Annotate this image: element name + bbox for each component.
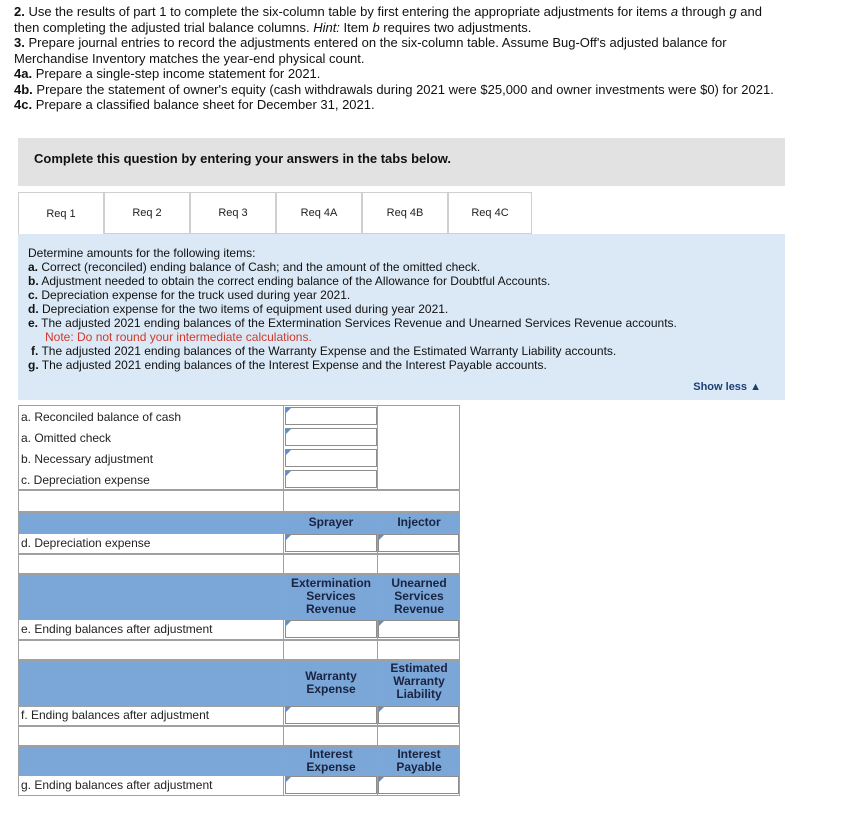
instruction-text: Merchandise Inventory matches the year-end physical count. xyxy=(14,50,365,66)
triangle-up-icon: ▲ xyxy=(750,381,761,393)
instruction-text: Prepare the statement of owner's equity (cash withdrawals during 2021 were $25,000 and owner investments were $0) for 2021. xyxy=(32,81,774,97)
item-text: Correct (reconciled) ending balance of Cash; and the amount of the omitted check. xyxy=(38,260,481,274)
injector-header: Injector xyxy=(397,515,441,529)
tab-label: Req 1 xyxy=(46,208,76,220)
banner-text: Complete this question by entering your answers in the tabs below. xyxy=(34,151,452,166)
spacer-row xyxy=(18,490,460,512)
tab-req-3[interactable] xyxy=(190,192,276,234)
instruction-text: Item xyxy=(339,19,373,35)
tab-req-2[interactable] xyxy=(104,192,190,234)
instructions-banner xyxy=(18,138,785,186)
extermination-revenue-header: Extermination Services Revenue xyxy=(290,576,371,616)
item-key: a. xyxy=(28,260,39,274)
spacer-row xyxy=(18,640,460,660)
truck-depreciation-label: c. Depreciation expense xyxy=(21,473,150,487)
tab-label: Req 4B xyxy=(386,207,424,219)
necessary-adjustment-label: b. Necessary adjustment xyxy=(21,452,154,466)
info-item-a xyxy=(28,260,480,274)
item-text: Depreciation expense for the truck used during year 2021. xyxy=(38,288,351,302)
tab-req-1[interactable] xyxy=(18,192,104,235)
info-item-f xyxy=(31,344,616,358)
unearned-revenue-input[interactable] xyxy=(378,620,459,638)
item-text: The adjusted 2021 ending balances of the Warranty Expense and the Estimated Warranty Liability accounts. xyxy=(38,344,617,358)
truck-depreciation-input[interactable] xyxy=(285,470,377,488)
revenue-ending-label: e. Ending balances after adjustment xyxy=(21,622,213,636)
hint-label: Hint: xyxy=(313,19,340,35)
item-key: c. xyxy=(28,288,39,302)
tab-req-4c[interactable] xyxy=(448,192,532,234)
item-text: Adjustment needed to obtain the correct ending balance of the Allowance for Doubtful Accounts. xyxy=(38,274,551,288)
warranty-expense-input[interactable] xyxy=(285,706,377,724)
item-number: 4b. xyxy=(14,81,33,97)
info-item-b xyxy=(28,274,550,288)
item-number: 4c. xyxy=(14,97,33,112)
item-number: 4a. xyxy=(14,66,33,81)
sprayer-header: Sprayer xyxy=(308,515,354,529)
omitted-check-input[interactable] xyxy=(285,428,377,446)
rounding-note: Note: Do not round your intermediate calculations. xyxy=(45,330,312,344)
omitted-check-label: a. Omitted check xyxy=(21,431,112,445)
tab-label: Req 2 xyxy=(132,207,162,219)
tab-req-4a[interactable] xyxy=(276,192,362,234)
requirement-description xyxy=(18,234,785,400)
info-intro: Determine amounts for the following items: xyxy=(28,246,256,260)
instruction-text: Prepare journal entries to record the adjustments entered on the six-column table. Assume Bug-Off's adjusted balance for xyxy=(24,35,727,50)
item-number: 3. xyxy=(14,35,25,50)
tab-label: Req 4C xyxy=(471,207,509,219)
instruction-text: Prepare a classified balance sheet for December 31, 2021. xyxy=(32,97,375,112)
extermination-revenue-input[interactable] xyxy=(285,620,377,638)
warranty-liability-input[interactable] xyxy=(378,706,459,724)
interest-ending-label: g. Ending balances after adjustment xyxy=(21,778,213,792)
instruction-text: through xyxy=(678,4,730,19)
item-letter: a xyxy=(670,4,679,19)
info-item-c xyxy=(28,288,350,302)
answer-table xyxy=(18,405,460,796)
instruction-text: Use the results of part 1 to complete the six-column table by first entering the appropriate adjustments for items xyxy=(24,4,671,19)
reconciled-cash-label: a. Reconciled balance of cash xyxy=(21,410,182,424)
item-key: f. xyxy=(31,344,39,358)
info-item-e xyxy=(28,316,677,330)
item-key: d. xyxy=(28,302,39,316)
instruction-text: and xyxy=(736,4,762,19)
instruction-text: Prepare a single-step income statement for 2021. xyxy=(32,66,321,81)
interest-payable-header: Interest Payable xyxy=(396,747,442,774)
item-key: b. xyxy=(28,274,39,288)
tab-label: Req 4A xyxy=(300,207,338,219)
instruction-text: then completing the adjusted trial balance columns. xyxy=(14,19,314,35)
item-text: The adjusted 2021 ending balances of the Interest Expense and the Interest Payable accounts. xyxy=(38,358,547,372)
warranty-expense-header: Warranty Expense xyxy=(305,669,357,696)
info-item-d xyxy=(28,302,448,316)
show-less-label: Show less xyxy=(693,381,748,393)
equipment-depreciation-label: d. Depreciation expense xyxy=(21,536,151,550)
item-key: g. xyxy=(28,358,39,372)
necessary-adjustment-input[interactable] xyxy=(285,449,377,467)
injector-depreciation-input[interactable] xyxy=(378,534,459,552)
tab-label: Req 3 xyxy=(218,207,248,219)
reconciled-cash-input[interactable] xyxy=(285,407,377,425)
item-text: The adjusted 2021 ending balances of the Extermination Services Revenue and Unearned Services Revenue accounts. xyxy=(38,316,677,330)
item-text: Depreciation expense for the two items of equipment used during year 2021. xyxy=(38,302,449,316)
tab-req-4b[interactable] xyxy=(362,192,448,234)
interest-expense-input[interactable] xyxy=(285,776,377,794)
interest-expense-header: Interest Expense xyxy=(306,747,356,774)
spacer-row xyxy=(18,726,460,746)
instructions xyxy=(14,4,854,113)
warranty-ending-label: f. Ending balances after adjustment xyxy=(21,708,210,722)
item-number: 2. xyxy=(14,4,25,19)
show-less-link[interactable] xyxy=(693,380,761,394)
instruction-text: requires two adjustments. xyxy=(379,19,532,35)
unearned-revenue-header: Unearned Services Revenue xyxy=(391,576,447,616)
sprayer-depreciation-input[interactable] xyxy=(285,534,377,552)
info-item-g xyxy=(28,358,547,372)
interest-payable-input[interactable] xyxy=(378,776,459,794)
spacer-row xyxy=(18,554,460,574)
warranty-liability-header: Estimated Warranty Liability xyxy=(390,661,448,701)
item-letter: g xyxy=(729,4,737,19)
item-letter: b xyxy=(372,19,380,35)
item-key: e. xyxy=(28,316,39,330)
